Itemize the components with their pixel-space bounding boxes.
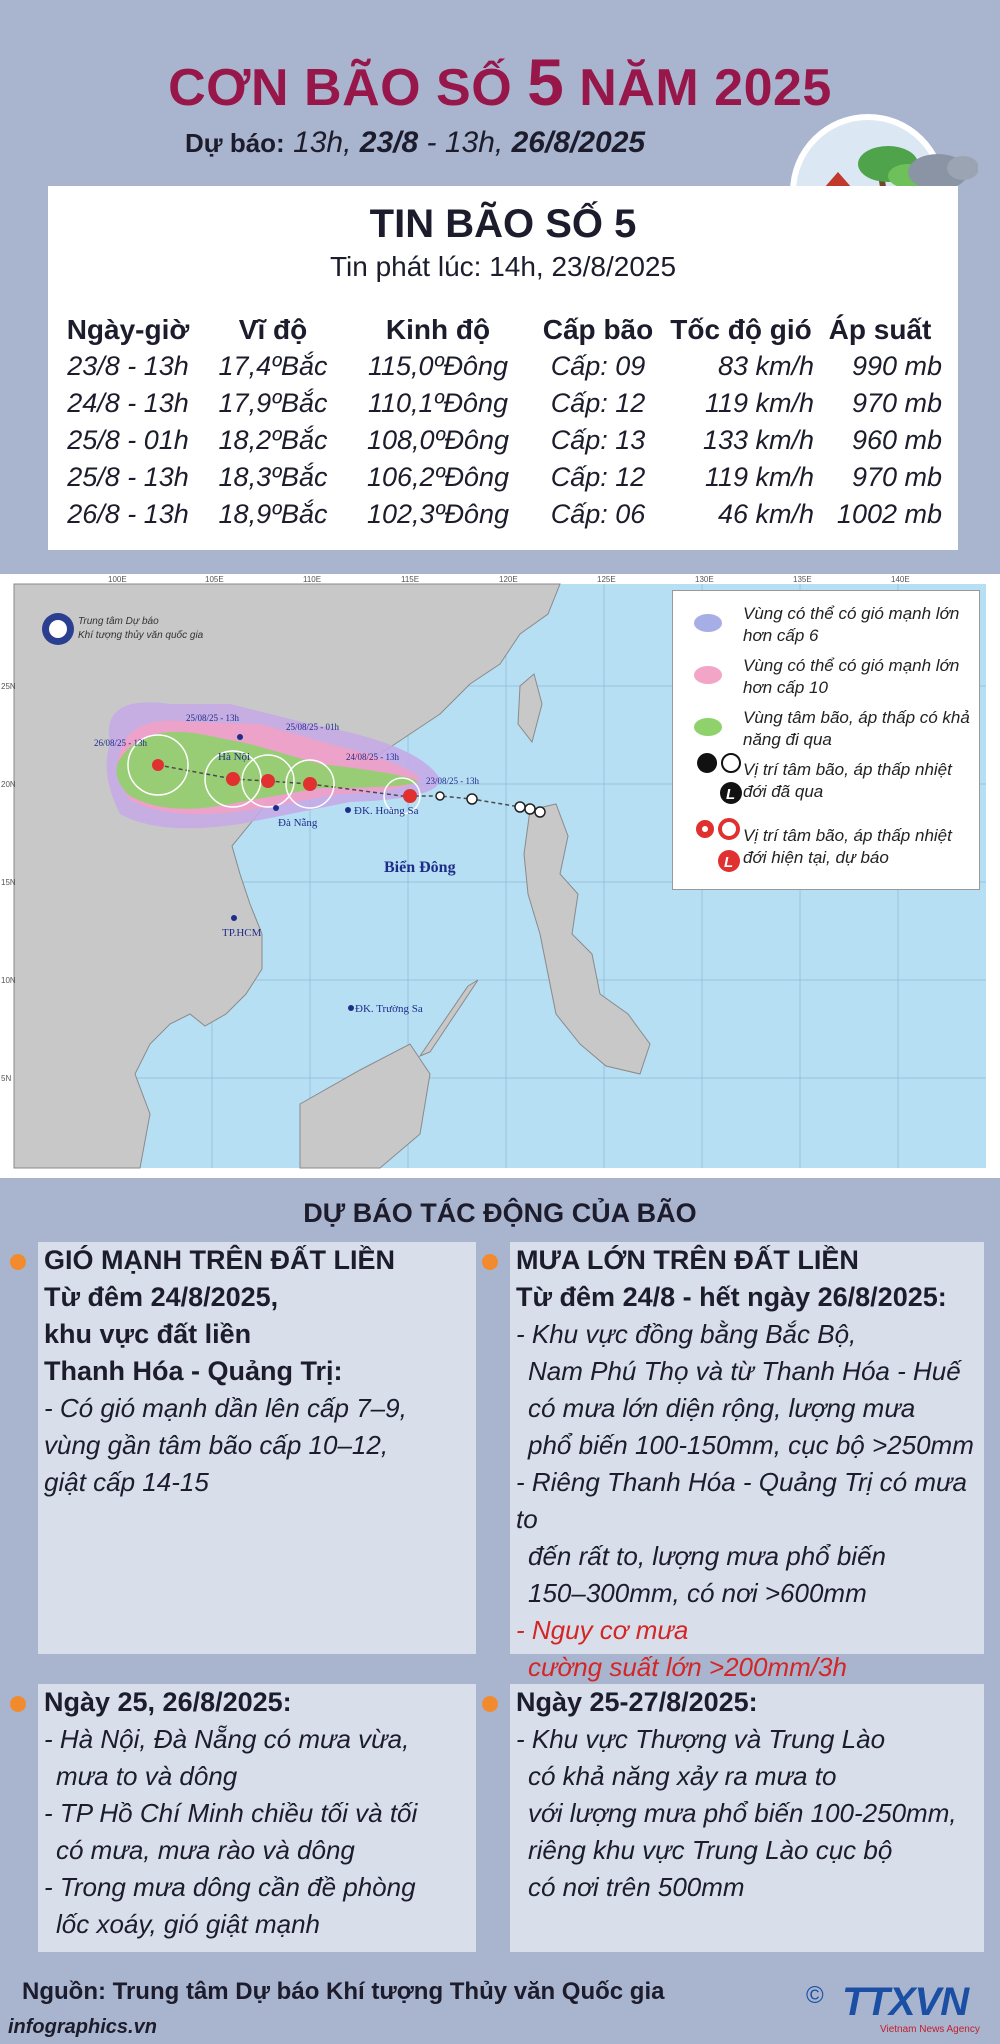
lat-tick: 10N	[1, 976, 16, 985]
lon-tick: 105E	[205, 575, 224, 584]
lon-tick: 100E	[108, 575, 127, 584]
panel-hanoi-danang-hcm: Ngày 25, 26/8/2025: - Hà Nội, Đà Nẵng có mưa vừa, mưa to và dông - TP Hồ Chí Minh chiều tối và tối có mưa, mưa rào và dông - Trong mưa dông cần đề phòng lốc xoáy, gió giật mạnh	[38, 1684, 476, 1952]
svg-text:L: L	[726, 786, 736, 803]
label-time-5: 23/08/25 - 13h	[426, 776, 479, 786]
label-truongsa: ĐK. Trường Sa	[355, 1003, 423, 1015]
legend-current-label: Vị trí tâm bão, áp thấp nhiệt đới hiện tại, dự báo	[743, 826, 952, 867]
lon-tick: 140E	[891, 575, 910, 584]
orange-bullet-icon	[10, 1696, 26, 1712]
label-biendong: Biển Đông	[384, 859, 456, 876]
orange-bullet-icon	[482, 1696, 498, 1712]
legend-past-icon	[693, 751, 743, 807]
label-time-2: 25/08/25 - 13h	[186, 713, 239, 723]
lon-tick: 120E	[499, 575, 518, 584]
taiwan-island	[518, 674, 542, 742]
legend-blue-swatch	[693, 613, 723, 633]
label-hanoi: Hà Nội	[218, 751, 251, 763]
storm-bulletin	[48, 186, 958, 550]
label-hcm: TP.HCM	[222, 927, 262, 939]
label-danang: Đà Nẵng	[278, 817, 318, 829]
footer-bar	[0, 2014, 1000, 2044]
bulletin-issued: Tin phát lúc: 14h, 23/8/2025	[329, 251, 677, 282]
label-hoangsa: ĐK. Hoàng Sa	[354, 805, 419, 817]
agency-caption: Vietnam News Agency	[880, 2024, 980, 2035]
column-header: Tốc độ gió	[670, 314, 812, 345]
legend-past-label: Vị trí tâm bão, áp thấp nhiệt đới đã qua	[743, 760, 952, 801]
table-row: 24/8 - 13h 17,9ºBắc 110,1ºĐông Cấp: 12 119 km/h 970 mb	[67, 388, 942, 418]
table-row: 23/8 - 13h 17,4ºBắc 115,0ºĐông Cấp: 09 83 km/h 990 mb	[67, 351, 942, 381]
label-time-4: 24/08/25 - 13h	[346, 752, 399, 762]
current-position-marker	[403, 789, 417, 803]
mainland-land	[14, 584, 560, 1168]
palawan-island	[420, 980, 478, 1056]
lon-tick: 130E	[695, 575, 714, 584]
past-position-marker	[515, 802, 525, 812]
legend-pink-label: Vùng có thể có gió mạnh lớn hơn cấp 10	[743, 656, 960, 697]
forecast-position-marker	[152, 759, 164, 771]
table-row: 25/8 - 01h 18,2ºBắc 108,0ºĐông Cấp: 13 133 km/h 960 mb	[67, 425, 942, 455]
agency-name-2: Khí tượng thủy văn quốc gia	[78, 630, 204, 641]
label-time-1: 26/08/25 - 13h	[94, 738, 147, 748]
past-position-marker	[525, 804, 535, 814]
agency-name-1: Trung tâm Dự báo	[78, 616, 159, 627]
svg-text:L: L	[724, 854, 734, 871]
panel-strong-wind: GIÓ MẠNH TRÊN ĐẤT LIỀN Từ đêm 24/8/2025, khu vực đất liền Thanh Hóa - Quảng Trị: - Có gió mạnh dần lên cấp 7–9, vùng gần tâm bão cấp 10–12, giật cấp 14-15	[38, 1242, 476, 1654]
panel-laos: Ngày 25-27/8/2025: - Khu vực Thượng và Trung Lào có khả năng xảy ra mưa to với lượng mưa phổ biến 100-250mm, riêng khu vực Trung Lào cục bộ có nơi trên 500mm	[510, 1684, 984, 1952]
legend-current-icon	[693, 817, 743, 877]
legend-green-swatch	[693, 717, 723, 737]
table-row: 25/8 - 13h 18,3ºBắc 106,2ºĐông Cấp: 12 119 km/h 970 mb	[67, 462, 942, 492]
past-position-marker	[467, 794, 477, 804]
lat-tick: 5N	[1, 1074, 12, 1083]
lat-tick: 15N	[1, 878, 16, 887]
map-legend	[672, 590, 980, 890]
column-header: Ngày-giờ	[66, 314, 190, 345]
lon-tick: 135E	[793, 575, 812, 584]
column-header: Kinh độ	[385, 314, 491, 345]
lat-tick: 25N	[1, 682, 16, 691]
forecast-position-marker	[226, 772, 240, 786]
site-link[interactable]: infographics.vn	[8, 2016, 157, 2038]
column-header: Vĩ độ	[238, 314, 308, 345]
label-time-3: 25/08/25 - 01h	[286, 722, 339, 732]
philippines-islands	[524, 804, 650, 1074]
panel-heavy-rain: MƯA LỚN TRÊN ĐẤT LIỀN Từ đêm 24/8 - hết ngày 26/8/2025: - Khu vực đồng bằng Bắc Bộ, Nam Phú Thọ và từ Thanh Hóa - Huế có mưa lớn diện rộng, lượng mưa phổ biến 100-150mm, cục bộ >250mm - Riêng Thanh Hóa - Quảng Trị có mưa to đến rất to, lượng mưa phổ biến 150–300mm, có nơi >600mm - Nguy cơ mưa cường suất lớn >200mm/3h	[510, 1242, 984, 1654]
lon-tick: 110E	[303, 575, 322, 584]
storm-number: 5	[527, 45, 565, 119]
past-position-marker	[436, 792, 444, 800]
lat-tick: 20N	[1, 780, 16, 789]
lon-tick: 125E	[597, 575, 616, 584]
column-header: Cấp bão	[542, 314, 654, 345]
table-header-row	[58, 314, 948, 348]
ttxvn-logo: TTXVN	[842, 1980, 969, 2024]
legend-green-label: Vùng tâm bão, áp thấp có khả năng đi qua	[743, 708, 970, 749]
page-title: CƠN BÃO SỐ 5 NĂM 2025	[168, 45, 832, 119]
legend-blue-label: Vùng có thể có gió mạnh lớn hơn cấp 6	[743, 604, 960, 645]
forecast-period: Dự báo: 13h, 23/8 - 13h, 26/8/2025	[185, 126, 646, 159]
source-note: Nguồn: Trung tâm Dự báo Khí tượng Thủy văn Quốc gia	[22, 1978, 665, 2005]
impact-title: DỰ BÁO TÁC ĐỘNG CỦA BÃO	[303, 1198, 697, 1228]
column-header: Áp suất	[828, 314, 932, 345]
orange-bullet-icon	[482, 1254, 498, 1270]
past-position-marker	[535, 807, 545, 817]
lon-tick: 115E	[401, 575, 420, 584]
forecast-position-marker	[261, 774, 275, 788]
copyright-icon: ©	[806, 1982, 824, 2009]
forecast-position-marker	[303, 777, 317, 791]
orange-bullet-icon	[10, 1254, 26, 1270]
legend-pink-swatch	[693, 665, 723, 685]
track-table	[58, 314, 948, 533]
borneo-island	[300, 1044, 430, 1168]
bulletin-title: TIN BÃO SỐ 5	[369, 202, 637, 246]
table-row: 26/8 - 13h 18,9ºBắc 102,3ºĐông Cấp: 06 46 km/h 1002 mb	[67, 499, 942, 529]
